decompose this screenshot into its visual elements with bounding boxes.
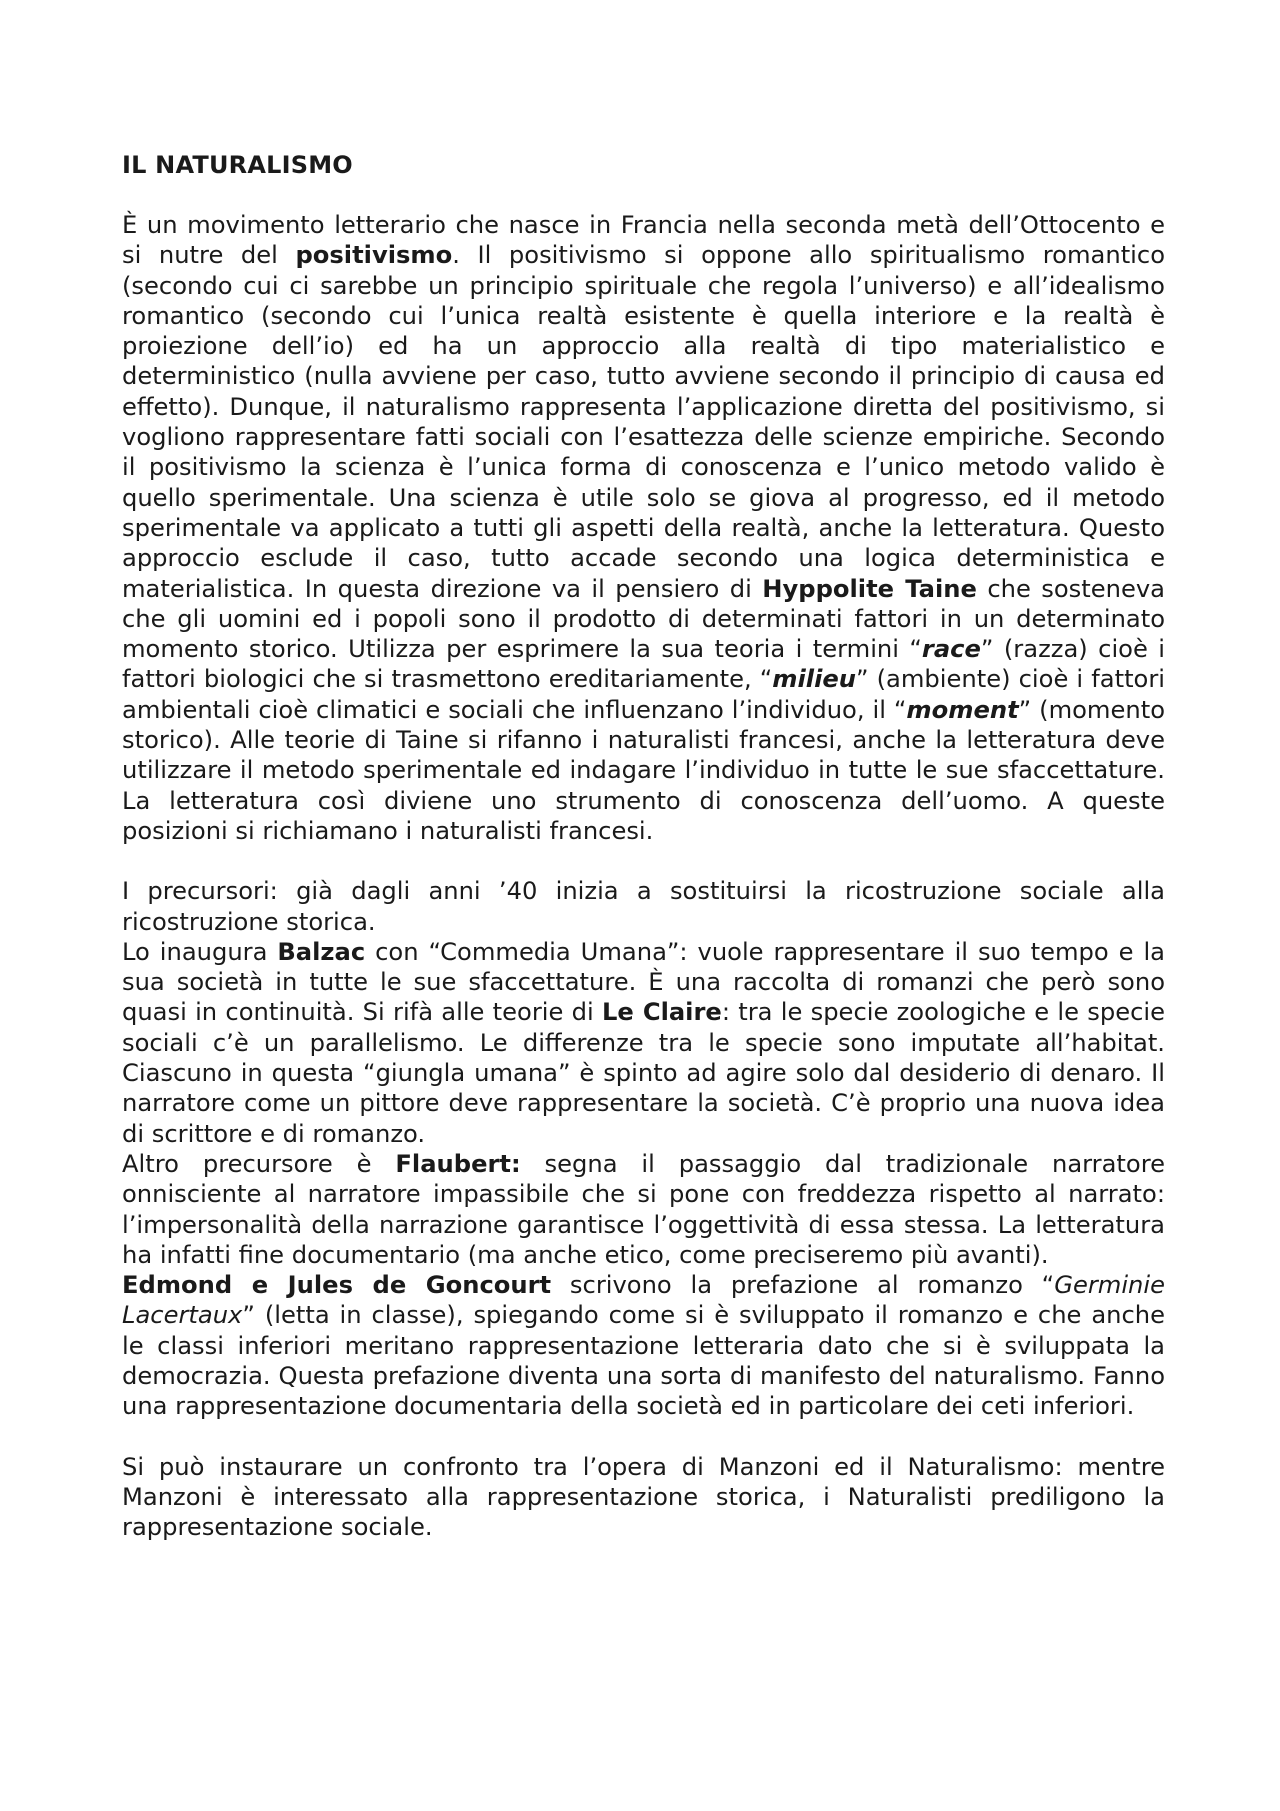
bold-name-taine: Hyppolite Taine [762, 574, 977, 603]
bold-name-le-claire: Le Claire [602, 998, 722, 1027]
paragraph-goncourt [122, 1270, 1165, 1421]
italic-title-germinie: Germinie Lacertaux [122, 1271, 1165, 1330]
bold-term-positivismo: positivismo [295, 241, 453, 270]
bold-name-goncourt: Edmond e Jules de Goncourt [122, 1271, 552, 1300]
paragraph-intro [122, 210, 1165, 846]
text-run: ” (letta in classe), spiegando come si è sviluppato il romanzo e che anche le classi inferiori meritano rappresentazione letteraria dato che si è sviluppata la democrazia. Questa prefazione diventa una sorta di manifesto del naturalismo. Fanno una rappresentazione documentaria della società ed in particolare dei ceti inferiori. [122, 1301, 1165, 1421]
paragraph-balzac [122, 937, 1165, 1149]
page-title: IL NATURALISMO [122, 151, 353, 179]
paragraph-precursori [122, 876, 1165, 937]
text-run: : tra le specie zoologiche e le specie sociali c’è un parallelismo. Le differenze tra le specie sono imputate all’habitat. Ciascuno in questa “giungla umana” è spinto ad agire solo dal desiderio di denaro. Il narratore come un pittore deve rappresentare la società. C’è proprio una nuova idea di scrittore e di romanzo. [122, 998, 1166, 1148]
bold-italic-term-milieu: milieu [772, 665, 856, 694]
text-run: ” (ambiente) cioè i fattori ambientali cioè climatici e sociali che influenzano l’individuo, il “ [122, 665, 1166, 724]
text-run: che sosteneva che gli uomini ed i popoli sono il prodotto di determinati fattori in un determinato momento storico. Utilizza per esprimere la sua teoria i termini “ [122, 574, 1165, 664]
text-run: segna il passaggio dal tradizionale narratore onnisciente al narratore impassibile che si pone con freddezza rispetto al narrato: l’impersonalità della narrazione garantisce l’oggettività di essa stessa. La letteratura ha infatti fine documentario (ma anche etico, come preciseremo più avanti). [122, 1149, 1165, 1269]
bold-name-flaubert: Flaubert: [395, 1149, 521, 1178]
text-run: Lo inaugura [122, 937, 278, 966]
text-run: ” (momento storico). Alle teorie di Taine si rifanno i naturalisti francesi, anche la letteratura deve utilizzare il metodo sperimentale ed indagare l’individuo in tutte le sue sfaccettature. La letteratura così diviene uno strumento di conoscenza dell’uomo. A queste posizioni si richiamano i naturalisti francesi. [122, 695, 1165, 845]
text-run: È un movimento letterario che nasce in Francia nella seconda metà dell’Ottocento e si nutre del [122, 211, 1165, 270]
document-page [122, 150, 1165, 1542]
bold-italic-term-race: race [921, 635, 981, 664]
paragraph-gap [122, 846, 1165, 876]
text-run: scrivono la prefazione al romanzo “ [551, 1271, 1055, 1300]
text-run: con “Commedia Umana”: vuole rappresentare il suo tempo e la sua società in tutte le sue sfaccettature. È una raccolta di romanzi che però sono quasi in continuità. Si rifà alle teorie di [122, 937, 1165, 1027]
text-run: ” (razza) cioè i fattori biologici che si trasmettono ereditariamente, “ [122, 635, 1165, 694]
text-run: I precursori: già dagli anni ’40 inizia a sostituirsi la ricostruzione sociale alla ricostruzione storica. [122, 877, 1165, 936]
paragraph-flaubert [122, 1149, 1165, 1270]
bold-italic-term-moment: moment [906, 695, 1019, 724]
text-run: Altro precursore è [122, 1149, 396, 1178]
paragraph-manzoni [122, 1452, 1165, 1543]
bold-name-balzac: Balzac [277, 937, 366, 966]
text-run: Si può instaurare un confronto tra l’opera di Manzoni ed il Naturalismo: mentre Manzoni è interessato alla rappresentazione storica, i Naturalisti prediligono la rappresentazione sociale. [122, 1452, 1165, 1542]
text-run: . Il positivismo si oppone allo spiritualismo romantico (secondo cui ci sarebbe un principio spirituale che regola l’universo) e all’idealismo romantico (secondo cui l’unica realtà esistente è quella interiore e la realtà è proiezione dell’io) ed ha un approccio alla realtà di tipo materialistico e deterministico (nulla avviene per caso, tutto avviene secondo il principio di causa ed effetto). Dunque, il naturalismo rappresenta l’applicazione diretta del positivismo, si vogliono rappresentare fatti sociali con l’esattezza delle scienze empiriche. Secondo il positivismo la scienza è l’unica forma di conoscenza e l’unico metodo valido è quello sperimentale. Una scienza è utile solo se giova al progresso, ed il metodo sperimentale va applicato a tutti gli aspetti della realtà, anche la letteratura. Questo approccio esclude il caso, tutto accade secondo una logica deterministica e materialistica. In questa direzione va il pensiero di [122, 241, 1165, 603]
paragraph-gap [122, 1422, 1165, 1452]
